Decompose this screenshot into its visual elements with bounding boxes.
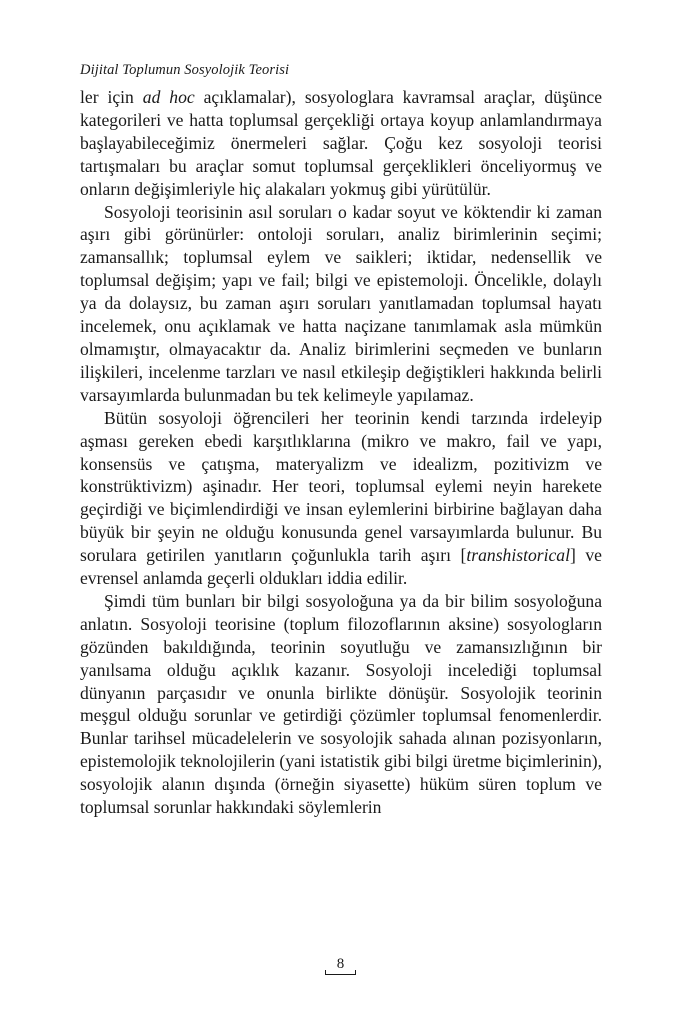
text-run: ler için xyxy=(80,87,143,107)
body-text xyxy=(80,86,602,819)
running-header: Dijital Toplumun Sosyolojik Teorisi xyxy=(80,62,290,78)
italic-term: transhistorical xyxy=(466,545,570,566)
paragraph xyxy=(80,590,602,819)
text-run: Bütün sosyoloji öğrencileri her teorinin kendi tarzında irdeleyip aşması gereken ebedi karşıtlıklarına (mikro ve makro, fail ve yapı, konsensüs ve çatışma, materyalizm ve idealizm, pozitivizm ve konstrüktivizm) aşinadır. Her teori, toplumsal eylemi neyin harekete geçirdiği ve biçimlendirdiği ve insan eylemlerini birbirine bağlayan daha büyük bir şeyin ne olduğu konusunda genel varsayımlarda bulunur. Bu sorulara getirilen yanıtların çoğunlukla tarih aşırı [ xyxy=(80,407,602,566)
paragraph xyxy=(80,407,602,590)
text-run: Sosyoloji teorisinin asıl soruları o kadar soyut ve köktendir ki zaman aşırı gibi görünürler: ontoloji soruları, analiz birimlerinin seçimi; zamansallık; toplumsal eylem ve saikleri; iktidar, nedensellik ve toplumsal değişim; yapı ve fail; bilgi ve epistemoloji. Öncelikle, dolaylı ya da dolaysız, bu zaman aşırı soruları yanıtlamadan toplumsal hayatı incelemek, onu açıklamak ve hatta naçizane tanımlamak asla mümkün olmamıştır, olmayacaktır da. Analiz birimlerini seçmeden ve bunların ilişkileri, incelenme tarzları ve nasıl etkileşip değiştikleri hakkında belirli varsayımlarda bulunmadan bu tek kelimeyle yapılamaz. xyxy=(80,201,602,405)
text-run: ] ve evrensel anlamda geçerli oldukları iddia edilir. xyxy=(80,545,602,589)
page-number-container xyxy=(0,956,681,975)
text-run: açıklamalar), sosyologlara kavramsal araçlar, düşünce kategorileri ve hatta toplumsal gerçekliği ortaya koyup anlamlandırmaya başlayabileceğimiz önermeleri sağlar. Çoğu kez sosyoloji teorisi tartışmaları bu araçlar somut toplumsal gerçeklikleri önceliyormuş ve onların değişimleriyle hiç alakaları yokmuş gibi yürütülür. xyxy=(80,87,602,199)
text-run: Şimdi tüm bunları bir bilgi sosyoloğuna ya da bir bilim sosyoloğuna anlatın. Sosyoloji teorisine (toplum filozoflarının aksine) sosyologların gözünden bakıldığında, teorinin soyutluğu ve zamansızlığının bir yanılsama olduğu açıklık kazanır. Sosyoloji incelediği toplumsal dünyanın parçasıdır ve onunla birlikte dönüşür. Sosyolojik teorinin meşgul olduğu sorunlar ve getirdiği çözümler toplumsal fenomenlerdir. Bunlar tarihsel mücadelelerin ve sosyolojik sahada alınan pozisyonların, epistemolojik teknolojilerin (yani istatistik gibi bilgi üretme biçimlerinin), sosyolojik alanın dışında (örneğin siyasette) hüküm süren toplum ve toplumsal sorunlar hakkındaki söylemlerin xyxy=(80,590,602,818)
paragraph xyxy=(80,201,602,407)
page-number: 8 xyxy=(325,956,357,975)
italic-term: ad hoc xyxy=(142,87,195,107)
paragraph xyxy=(80,86,602,201)
